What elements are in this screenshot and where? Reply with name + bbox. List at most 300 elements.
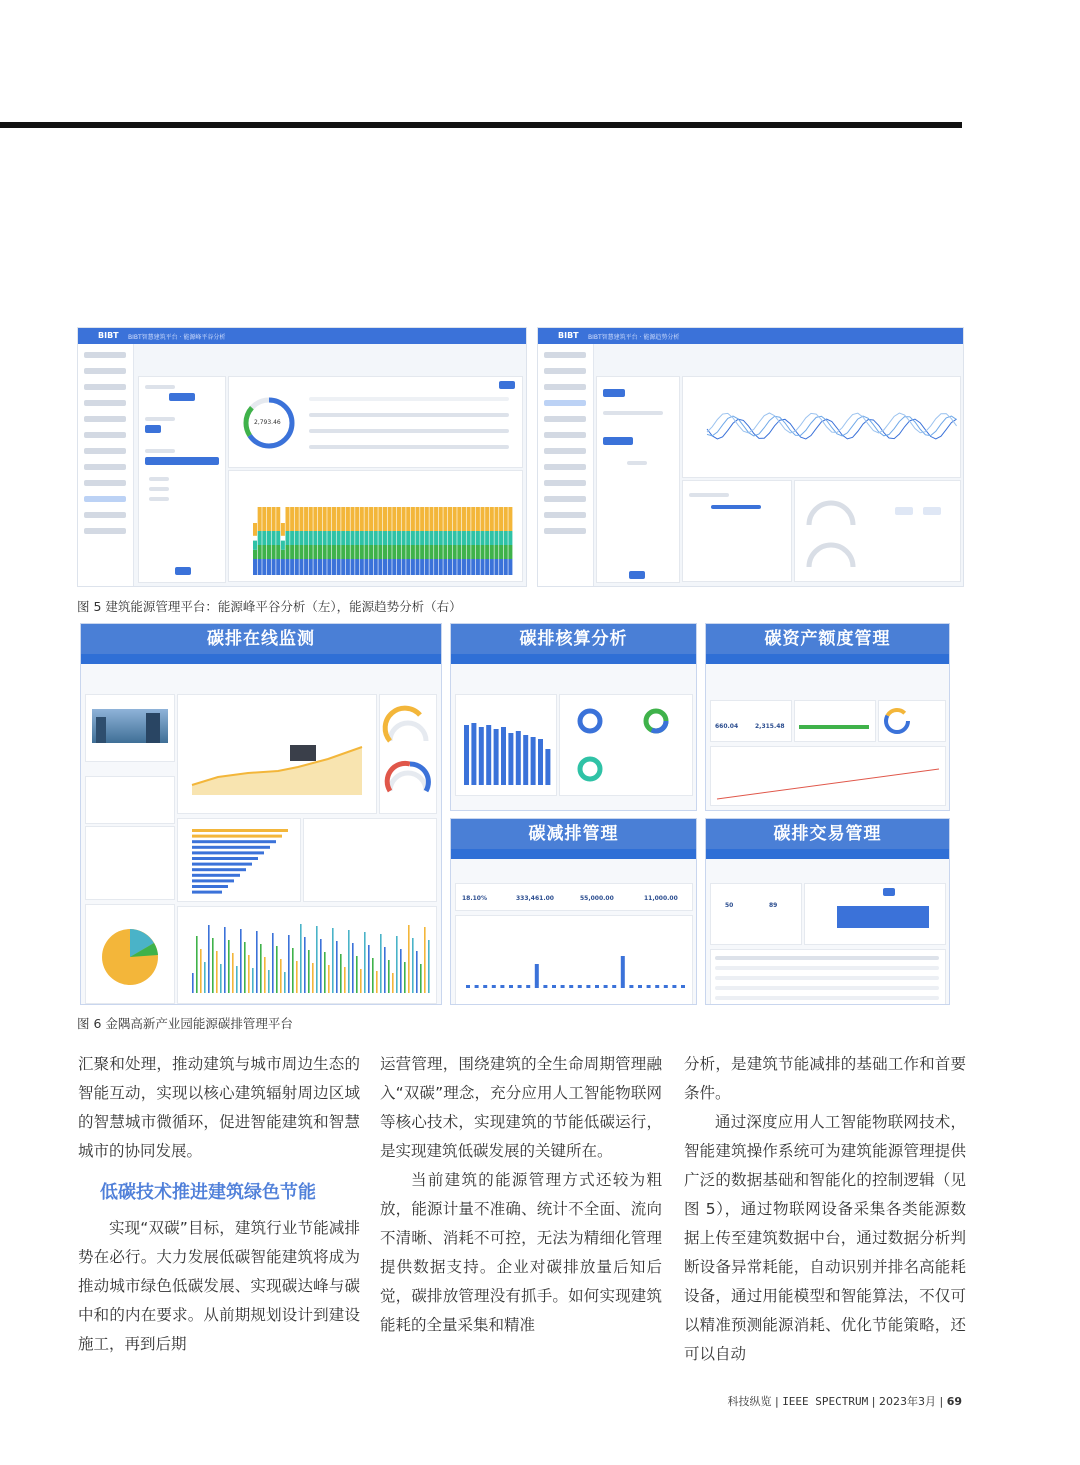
stacked-bar-segment bbox=[397, 507, 401, 531]
stacked-bar-segment bbox=[318, 507, 322, 531]
ring-panel bbox=[559, 694, 693, 796]
grouped-bar bbox=[336, 941, 338, 993]
stacked-bar-segment bbox=[332, 507, 336, 531]
stacked-bar-segment bbox=[476, 507, 480, 531]
magazine-name: 科技纵览 bbox=[727, 1395, 772, 1408]
stacked-bar-segment bbox=[416, 507, 420, 531]
stacked-bar-segment bbox=[383, 559, 387, 575]
grouped-bar bbox=[264, 957, 266, 993]
sidebar bbox=[538, 344, 594, 586]
stacked-bar-segment bbox=[299, 531, 303, 545]
stacked-bar-segment bbox=[309, 545, 313, 559]
stacked-bar-segment bbox=[378, 545, 382, 559]
stacked-bar-segment bbox=[281, 541, 285, 550]
stacked-bar-segment bbox=[397, 545, 401, 559]
stacked-bar-segment bbox=[406, 545, 410, 559]
reduction-bar bbox=[509, 985, 513, 988]
stacked-bar-segment bbox=[337, 507, 341, 531]
stacked-bar-segment bbox=[416, 531, 420, 545]
stacked-bar-segment bbox=[323, 531, 327, 545]
stacked-bar-segment bbox=[462, 545, 466, 559]
reduction-bar bbox=[629, 985, 633, 988]
stacked-bar-segment bbox=[262, 507, 266, 531]
gauge-panel bbox=[379, 694, 437, 814]
filter-panel bbox=[596, 376, 680, 583]
card-carbon-accounting bbox=[450, 623, 697, 811]
stacked-bar-segment bbox=[425, 559, 429, 575]
card-carbon-asset bbox=[705, 623, 950, 811]
stacked-bar-segment bbox=[443, 531, 447, 545]
stacked-bar-segment bbox=[476, 545, 480, 559]
reduction-bar bbox=[492, 985, 496, 988]
stacked-bar-segment bbox=[457, 531, 461, 545]
stacked-bar-segment bbox=[420, 507, 424, 531]
paragraph: 通过深度应用人工智能物联网技术，智能建筑操作系统可为建筑能源管理提供广泛的数据基础和智能化的控制逻辑（见图 5），通过物联网设备采集各类能源数据上传至建筑数据中台，通过数据分析判断设备异常耗能，自动识别并排名高能耗设备，通过用能模型和智能算法，不仅可以精准预测能源消耗、优化节能策略，还可以自动 bbox=[684, 1113, 966, 1363]
stacked-bar-segment bbox=[504, 531, 508, 545]
stacked-bar-segment bbox=[341, 531, 345, 545]
app-logo: BIBT bbox=[558, 331, 579, 340]
ranking-bar bbox=[192, 868, 246, 871]
stacked-bar-segment bbox=[276, 559, 280, 575]
ring-charts bbox=[560, 695, 692, 795]
stacked-bar-segment bbox=[374, 531, 378, 545]
stacked-bar-segment bbox=[434, 531, 438, 545]
article-column-3 bbox=[684, 1050, 966, 1369]
grouped-bar bbox=[324, 952, 326, 993]
stacked-bar-segment bbox=[434, 559, 438, 575]
grouped-bar bbox=[228, 940, 230, 993]
stacked-bar-segment bbox=[388, 545, 392, 559]
trend-line bbox=[711, 747, 945, 805]
stacked-bar-segment bbox=[267, 531, 271, 545]
stacked-bar-segment bbox=[388, 559, 392, 575]
ranking-bar bbox=[192, 846, 270, 849]
card-title: 碳减排管理 bbox=[451, 819, 696, 849]
stacked-bar-segment bbox=[448, 531, 452, 545]
grouped-bar bbox=[420, 964, 422, 993]
grouped-bar bbox=[224, 927, 226, 993]
area-chart-panel bbox=[177, 694, 377, 814]
grouped-bar bbox=[400, 949, 402, 993]
accounting-bar bbox=[545, 749, 550, 785]
stacked-bar-segment bbox=[346, 507, 350, 531]
reduction-bar bbox=[552, 985, 556, 988]
stacked-bar-segment bbox=[327, 507, 331, 531]
stacked-bar-segment bbox=[462, 507, 466, 531]
stacked-bar-segment bbox=[471, 545, 475, 559]
stacked-bar-segment bbox=[406, 559, 410, 575]
app-logo: BIBT bbox=[98, 331, 119, 340]
stacked-bar-segment bbox=[485, 507, 489, 531]
stacked-bar-segment bbox=[397, 531, 401, 545]
accounting-bar bbox=[531, 737, 536, 785]
stacked-bar-segment bbox=[374, 507, 378, 531]
stacked-bar-segment bbox=[253, 523, 257, 536]
stacked-bar-segment bbox=[392, 559, 396, 575]
stacked-bar-segment bbox=[332, 559, 336, 575]
grouped-bar bbox=[332, 928, 334, 993]
stacked-bar-segment bbox=[290, 559, 294, 575]
card-carbon-trading bbox=[705, 818, 950, 1005]
stacked-bar-segment bbox=[351, 559, 355, 575]
grouped-bar bbox=[292, 948, 294, 993]
stacked-bar-segment bbox=[290, 507, 294, 531]
stacked-bar-segment bbox=[448, 559, 452, 575]
figure5-caption: 图 5 建筑能源管理平台：能源峰平谷分析（左），能源趋势分析（右） bbox=[77, 599, 462, 614]
card-carbon-monitoring bbox=[80, 623, 442, 1005]
stacked-bar-segment bbox=[508, 507, 512, 531]
card-title: 碳排在线监测 bbox=[81, 624, 441, 654]
grouped-bar bbox=[416, 951, 418, 993]
stacked-bar-segment bbox=[485, 559, 489, 575]
stacked-bar-segment bbox=[416, 559, 420, 575]
trade-chart bbox=[804, 883, 946, 945]
pie-panel bbox=[85, 904, 175, 1004]
sidebar bbox=[78, 344, 134, 586]
stacked-bar-segment bbox=[383, 507, 387, 531]
grouped-bar bbox=[204, 962, 206, 993]
stacked-bar-segment bbox=[411, 507, 415, 531]
accounting-bar bbox=[538, 739, 543, 785]
reduction-chart bbox=[455, 915, 693, 1005]
grouped-bar bbox=[380, 934, 382, 993]
reduction-bar bbox=[655, 985, 659, 988]
stacked-bar-segment bbox=[504, 545, 508, 559]
stacked-bar-segment bbox=[304, 531, 308, 545]
stacked-bar-segment bbox=[476, 559, 480, 575]
stacked-bar-segment bbox=[286, 531, 290, 545]
stacked-bar-segment bbox=[406, 531, 410, 545]
ranking-bar bbox=[192, 835, 282, 838]
stacked-bar-segment bbox=[457, 545, 461, 559]
stacked-bar-segment bbox=[262, 559, 266, 575]
stacked-bar-segment bbox=[490, 507, 494, 531]
stacked-bar-segment bbox=[355, 559, 359, 575]
stacked-bar-segment bbox=[355, 507, 359, 531]
ranking-bar bbox=[192, 879, 234, 882]
stacked-bar-segment bbox=[462, 559, 466, 575]
stacked-bar-segment bbox=[341, 507, 345, 531]
stacked-bar-segment bbox=[504, 507, 508, 531]
stacked-bar-segment bbox=[374, 559, 378, 575]
accounting-bar bbox=[464, 725, 469, 785]
ranking-bar bbox=[192, 891, 222, 894]
stacked-bar-segment bbox=[351, 507, 355, 531]
stacked-bar-segment bbox=[327, 545, 331, 559]
stacked-bar-segment bbox=[425, 545, 429, 559]
stacked-bar-segment bbox=[253, 541, 257, 550]
stacked-bar-segment bbox=[499, 545, 503, 559]
stacked-bar-segment bbox=[276, 507, 280, 531]
grouped-bar bbox=[296, 961, 298, 993]
percent-list-panel bbox=[303, 818, 437, 902]
card-title: 碳排交易管理 bbox=[706, 819, 949, 849]
stacked-bar-segment bbox=[476, 531, 480, 545]
stacked-bar-segment bbox=[481, 507, 485, 531]
stacked-bar-segment bbox=[457, 507, 461, 531]
stacked-bar-segment bbox=[267, 559, 271, 575]
stacked-bar-segment bbox=[369, 507, 373, 531]
grouped-bar bbox=[280, 959, 282, 993]
stacked-bar-segment bbox=[420, 559, 424, 575]
stacked-bar-segment bbox=[258, 545, 262, 559]
stacked-bar-segment bbox=[323, 545, 327, 559]
asset-value-2: 2,315.48 bbox=[755, 723, 785, 730]
stacked-bar-segment bbox=[388, 531, 392, 545]
stats-panel bbox=[85, 776, 175, 824]
stacked-bar-segment bbox=[299, 559, 303, 575]
grouped-bar bbox=[316, 926, 318, 993]
grouped-bar bbox=[220, 964, 222, 993]
accounting-bar bbox=[523, 735, 528, 785]
stacked-bar-segment bbox=[439, 545, 443, 559]
stacked-bar-segment bbox=[281, 559, 285, 575]
ranking-bar bbox=[192, 829, 288, 832]
stacked-bar-segment bbox=[351, 545, 355, 559]
stacked-bar-segment bbox=[369, 545, 373, 559]
accounting-bar bbox=[494, 729, 499, 785]
stacked-bar-segment bbox=[453, 531, 457, 545]
stacked-bar-segment bbox=[383, 545, 387, 559]
stacked-bar-segment bbox=[429, 531, 433, 545]
stacked-bar-segment bbox=[434, 507, 438, 531]
stacked-bar-segment bbox=[276, 545, 280, 559]
stacked-bar-segment bbox=[411, 559, 415, 575]
stacked-bar-segment bbox=[295, 507, 299, 531]
stacked-bar-segment bbox=[327, 531, 331, 545]
stacked-bar-segment bbox=[378, 531, 382, 545]
grouped-bar bbox=[368, 945, 370, 993]
reduction-bar bbox=[612, 985, 616, 988]
reduction-bar bbox=[535, 964, 539, 988]
stacked-bar-segment bbox=[467, 507, 471, 531]
reduction-bar bbox=[595, 985, 599, 988]
stacked-bar-segment bbox=[378, 507, 382, 531]
grouped-bar bbox=[356, 956, 358, 993]
figure6-caption: 图 6 金隅高新产业园能源碳排管理平台 bbox=[77, 1016, 293, 1031]
grouped-bar bbox=[392, 973, 394, 993]
stacked-bar-segment bbox=[327, 559, 331, 575]
grouped-bar bbox=[244, 942, 246, 993]
card-carbon-reduction bbox=[450, 818, 697, 1005]
grouped-bar bbox=[252, 968, 254, 993]
app-title: BIBT智慧建筑平台 · 能源趋势分析 bbox=[588, 334, 680, 341]
article-column-1 bbox=[78, 1050, 360, 1359]
reduction-bar bbox=[543, 985, 547, 988]
stacked-bar-segment bbox=[258, 559, 262, 575]
stacked-bar-segment bbox=[258, 531, 262, 545]
stacked-bar-segment bbox=[351, 531, 355, 545]
stacked-bar-segment bbox=[443, 545, 447, 559]
stacked-bar-segment bbox=[439, 559, 443, 575]
stacked-bar-segment bbox=[337, 559, 341, 575]
stacked-bar-segment bbox=[332, 531, 336, 545]
stacked-bar-segment bbox=[467, 559, 471, 575]
stacked-bar-segment bbox=[453, 559, 457, 575]
paragraph: 当前建筑的能源管理方式还较为粗放，能源计量不准确、统计不全面、流向不清晰、消耗不可控，无法为精细化管理提供数据支持。企业对碳排放量后知后觉，碳排放管理没有抓手。如何实现建筑能耗的全量采集和精准 bbox=[380, 1171, 662, 1334]
stacked-bar-segment bbox=[272, 545, 276, 559]
stacked-bar-segment bbox=[341, 559, 345, 575]
stacked-bar-segment bbox=[290, 531, 294, 545]
stacked-bar-segment bbox=[453, 507, 457, 531]
trend-chart bbox=[682, 376, 961, 478]
page-footer: 科技纵览 | IEEE SPECTRUM | 2023年3月 | 69 bbox=[727, 1395, 962, 1408]
stacked-bar-segment bbox=[281, 523, 285, 536]
stacked-bar-segment bbox=[276, 531, 280, 545]
stacked-bar-segment bbox=[453, 545, 457, 559]
stacked-bar-segment bbox=[481, 531, 485, 545]
stacked-bar-segment bbox=[313, 545, 317, 559]
stacked-bar-segment bbox=[425, 507, 429, 531]
accounting-bar bbox=[486, 725, 491, 785]
stacked-bar-segment bbox=[267, 507, 271, 531]
stacked-bar-segment bbox=[429, 507, 433, 531]
grouped-bar bbox=[428, 940, 430, 993]
grouped-bar bbox=[200, 949, 202, 993]
ranking-bar bbox=[192, 851, 264, 854]
stacked-bar-segment bbox=[253, 559, 257, 575]
asset-gauge bbox=[878, 700, 946, 742]
stacked-bar-segment bbox=[490, 559, 494, 575]
stacked-bar-segment bbox=[508, 531, 512, 545]
grouped-bar bbox=[236, 966, 238, 993]
paragraph: 分析，是建筑节能减排的基础工作和首要条件。 bbox=[684, 1055, 966, 1102]
stacked-bar-segment bbox=[253, 550, 257, 559]
asset-trend bbox=[710, 746, 946, 806]
stacked-bar-segment bbox=[499, 531, 503, 545]
gauges bbox=[380, 695, 436, 813]
stacked-bar-segment bbox=[397, 559, 401, 575]
stacked-bar-segment bbox=[272, 531, 276, 545]
stacked-bar-segment bbox=[364, 545, 368, 559]
section-heading: 低碳技术推进建筑绿色节能 bbox=[100, 1182, 316, 1203]
stacked-bar-segment bbox=[374, 545, 378, 559]
stacked-bar-segment bbox=[504, 559, 508, 575]
stacked-bar-segment bbox=[420, 531, 424, 545]
ranking-bars-panel bbox=[177, 818, 301, 902]
stacked-bar-segment bbox=[309, 531, 313, 545]
stacked-bar-segment bbox=[471, 559, 475, 575]
stacked-bar-segment bbox=[434, 545, 438, 559]
reduction-bar bbox=[518, 985, 522, 988]
stacked-bar-segment bbox=[471, 507, 475, 531]
grouped-bar bbox=[308, 950, 310, 993]
stacked-bar-segment bbox=[443, 507, 447, 531]
reduction-stats bbox=[455, 883, 693, 911]
stacked-bar-segment bbox=[364, 559, 368, 575]
stacked-bar-segment bbox=[388, 507, 392, 531]
stat-1: 18.10% bbox=[462, 895, 487, 902]
stacked-bar-segment bbox=[337, 545, 341, 559]
stacked-bar-segment bbox=[364, 507, 368, 531]
reduction-bar bbox=[483, 985, 487, 988]
asset-stats bbox=[710, 700, 792, 742]
grouped-bar bbox=[196, 936, 198, 993]
accounting-bar bbox=[479, 727, 484, 785]
grouped-bar bbox=[272, 933, 274, 993]
stacked-bar-segment bbox=[494, 507, 498, 531]
article-column-2 bbox=[380, 1050, 662, 1340]
stacked-bar-segment bbox=[481, 545, 485, 559]
paragraph: 汇聚和处理，推动建筑与城市周边生态的智能互动，实现以核心建筑辐射周边区域的智慧城市微循环，促进智能建筑和智慧城市的协同发展。 bbox=[78, 1055, 360, 1160]
grouped-bar bbox=[384, 947, 386, 993]
stacked-bar-segment bbox=[425, 531, 429, 545]
stacked-bar-segment bbox=[499, 507, 503, 531]
stacked-bar-segment bbox=[286, 545, 290, 559]
multi-bar-panel bbox=[177, 906, 437, 1004]
trade-value-1: 50 bbox=[725, 902, 734, 909]
stacked-bar-segment bbox=[304, 545, 308, 559]
bar-chart bbox=[456, 695, 556, 795]
stacked-bar-segment bbox=[490, 545, 494, 559]
stacked-bar-segment bbox=[267, 545, 271, 559]
grouped-bar bbox=[212, 938, 214, 993]
grouped-bar bbox=[372, 958, 374, 993]
grouped-bar bbox=[404, 962, 406, 993]
stacked-bar-segment bbox=[420, 545, 424, 559]
trend-series-line bbox=[707, 419, 957, 439]
grouped-bar bbox=[208, 925, 210, 993]
stacked-bar-segment bbox=[378, 559, 382, 575]
stacked-bar-segment bbox=[341, 545, 345, 559]
grouped-bar bbox=[260, 944, 262, 993]
stacked-bar-segment bbox=[462, 531, 466, 545]
grouped-bar bbox=[352, 943, 354, 993]
grouped-bar bbox=[360, 969, 362, 993]
stat-2: 333,461.00 bbox=[516, 895, 554, 902]
figure5-right-screenshot bbox=[537, 327, 964, 587]
stacked-bar-segment bbox=[467, 531, 471, 545]
grouped-bar bbox=[424, 927, 426, 993]
stacked-bar-segment bbox=[485, 531, 489, 545]
stacked-bar-segment bbox=[490, 531, 494, 545]
stacked-bar-segment bbox=[471, 531, 475, 545]
stacked-bar-segment bbox=[323, 559, 327, 575]
area-chart bbox=[178, 695, 376, 813]
stacked-bar-segment bbox=[439, 531, 443, 545]
grouped-bar bbox=[348, 930, 350, 993]
grouped-bar bbox=[300, 924, 302, 993]
list-panel bbox=[85, 826, 175, 900]
grouped-bar bbox=[284, 972, 286, 993]
stacked-bar-segment bbox=[494, 545, 498, 559]
stacked-bar-segment bbox=[286, 507, 290, 531]
reduction-bar bbox=[672, 985, 676, 988]
ranking-bar bbox=[192, 885, 228, 888]
stacked-bar-segment bbox=[304, 559, 308, 575]
stacked-bar-segment bbox=[402, 559, 406, 575]
grouped-bar bbox=[376, 971, 378, 993]
reduction-bar bbox=[586, 985, 590, 988]
stacked-bar-segment bbox=[313, 559, 317, 575]
app-header bbox=[538, 328, 963, 344]
reduction-bar bbox=[475, 985, 479, 988]
bar-chart-panel bbox=[455, 694, 557, 796]
stacked-bar-segment bbox=[402, 507, 406, 531]
grouped-bar bbox=[328, 965, 330, 993]
stacked-bar-segment bbox=[323, 507, 327, 531]
stacked-bar-segment bbox=[369, 531, 373, 545]
gauge bbox=[879, 701, 945, 741]
stacked-bar-segment bbox=[360, 559, 364, 575]
accounting-bar bbox=[508, 733, 513, 785]
trend-series-line bbox=[707, 416, 957, 436]
stacked-bar-segment bbox=[508, 545, 512, 559]
ranking-bar bbox=[192, 857, 258, 860]
stacked-bar-segment bbox=[258, 507, 262, 531]
stacked-bar-segment bbox=[318, 559, 322, 575]
pie-chart bbox=[86, 905, 174, 1003]
